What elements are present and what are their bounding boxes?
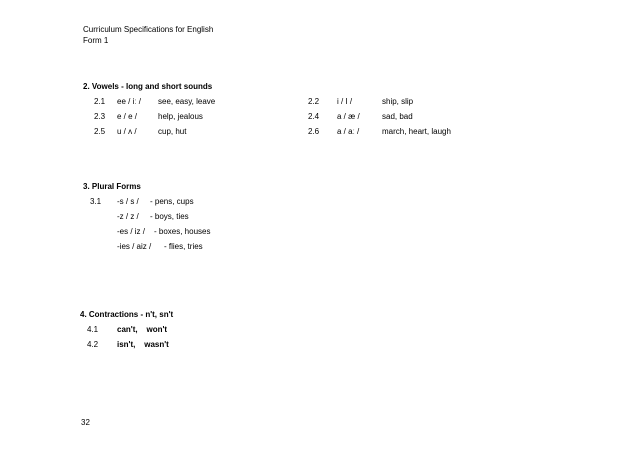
item-words: help, jealous — [158, 112, 203, 121]
plural-words: - pens, cups — [150, 197, 194, 206]
plural-words: - boys, ties — [150, 212, 189, 221]
item-number: 4.1 — [87, 325, 99, 334]
contraction-examples: isn't, wasn't — [117, 340, 169, 349]
plural-sound: -s / s / — [117, 197, 139, 206]
item-sound: ee / iː / — [117, 97, 142, 106]
plural-sound: -z / z / — [117, 212, 139, 221]
item-words: ship, slip — [382, 97, 414, 106]
section-2-title: 2. Vowels - long and short sounds — [83, 82, 213, 91]
page-number: 32 — [81, 418, 90, 427]
item-sound: u / ʌ / — [117, 127, 137, 136]
item-words: march, heart, laugh — [382, 127, 451, 136]
plural-sound: -ies / aiz / — [117, 242, 152, 251]
item-number: 2.1 — [94, 97, 106, 106]
item-number: 2.2 — [308, 97, 320, 106]
plural-words: - flies, tries — [164, 242, 203, 251]
item-number: 2.6 — [308, 127, 320, 136]
header-title: Curriculum Specifications for English — [83, 25, 214, 34]
item-number: 4.2 — [87, 340, 99, 349]
plural-words: - boxes, houses — [154, 227, 211, 236]
item-sound: e / e / — [117, 112, 138, 121]
section-4-title: 4. Contractions - n't, sn't — [80, 310, 174, 319]
item-sound: a / aː / — [337, 127, 360, 136]
item-number: 3.1 — [90, 197, 102, 206]
section-3-title: 3. Plural Forms — [83, 182, 141, 191]
plural-sound: -es / iz / — [117, 227, 146, 236]
item-number: 2.3 — [94, 112, 106, 121]
item-sound: i / I / — [337, 97, 353, 106]
contraction-examples: can't, won't — [117, 325, 168, 334]
item-number: 2.4 — [308, 112, 320, 121]
item-words: sad, bad — [382, 112, 413, 121]
item-words: cup, hut — [158, 127, 187, 136]
header-form: Form 1 — [83, 36, 109, 45]
item-number: 2.5 — [94, 127, 106, 136]
item-sound: a / æ / — [337, 112, 360, 121]
item-words: see, easy, leave — [158, 97, 216, 106]
